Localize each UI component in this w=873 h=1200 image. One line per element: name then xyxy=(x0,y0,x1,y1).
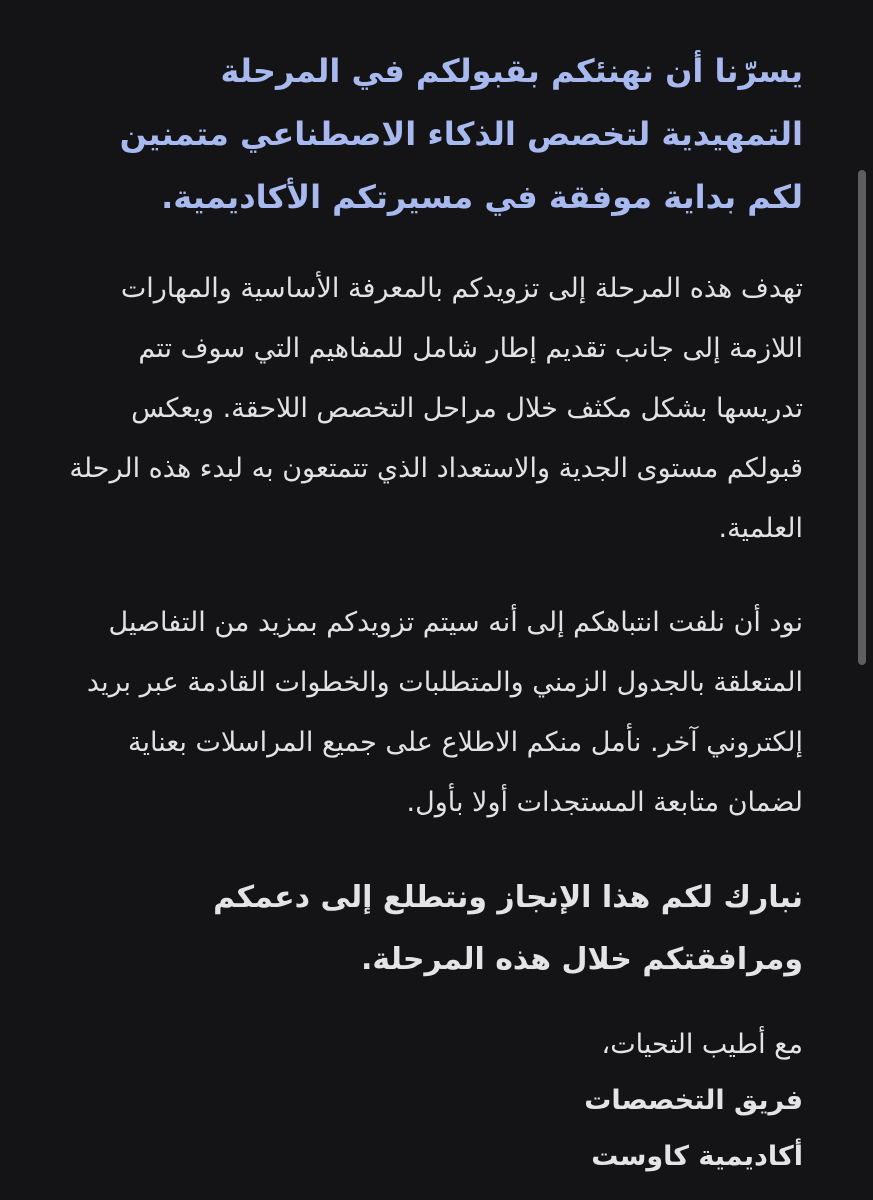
message-signoff: مع أطيب التحيات، xyxy=(601,1029,803,1060)
email-message xyxy=(68,40,803,1185)
message-headline: يسرّنا أن نهنئكم بقبولكم في المرحلة التمهيدية لتخصص الذكاء الاصطناعي متمنين لكم بداية موفقة في مسيرتكم الأكاديمية. xyxy=(119,52,803,216)
message-closing: نبارك لكم هذا الإنجاز ونتطلع إلى دعمكم ومرافقتكم خلال هذه المرحلة. xyxy=(213,880,803,977)
signature-organization: أكاديمية كاوست xyxy=(591,1141,803,1172)
signature-team: فريق التخصصات xyxy=(584,1085,803,1116)
message-paragraph-1: تهدف هذه المرحلة إلى تزويدكم بالمعرفة الأساسية والمهارات اللازمة إلى جانب تقديم إطار شامل للمفاهيم التي سوف تتم تدريسها بشكل مكثف خلال مراحل التخصص اللاحقة. ويعكس قبولكم مستوى الجدية والاستعداد الذي تتمتعون به لبدء هذه الرحلة العلمية. xyxy=(69,273,803,544)
vertical-scrollbar[interactable] xyxy=(858,170,866,665)
message-paragraph-2: نود أن نلفت انتباهكم إلى أنه سيتم تزويدكم بمزيد من التفاصيل المتعلقة بالجدول الزمني والمتطلبات والخطوات القادمة عبر بريد إلكتروني آخر. نأمل منكم الاطلاع على جميع المراسلات بعناية لضمان متابعة المستجدات أولا بأول. xyxy=(86,607,803,818)
